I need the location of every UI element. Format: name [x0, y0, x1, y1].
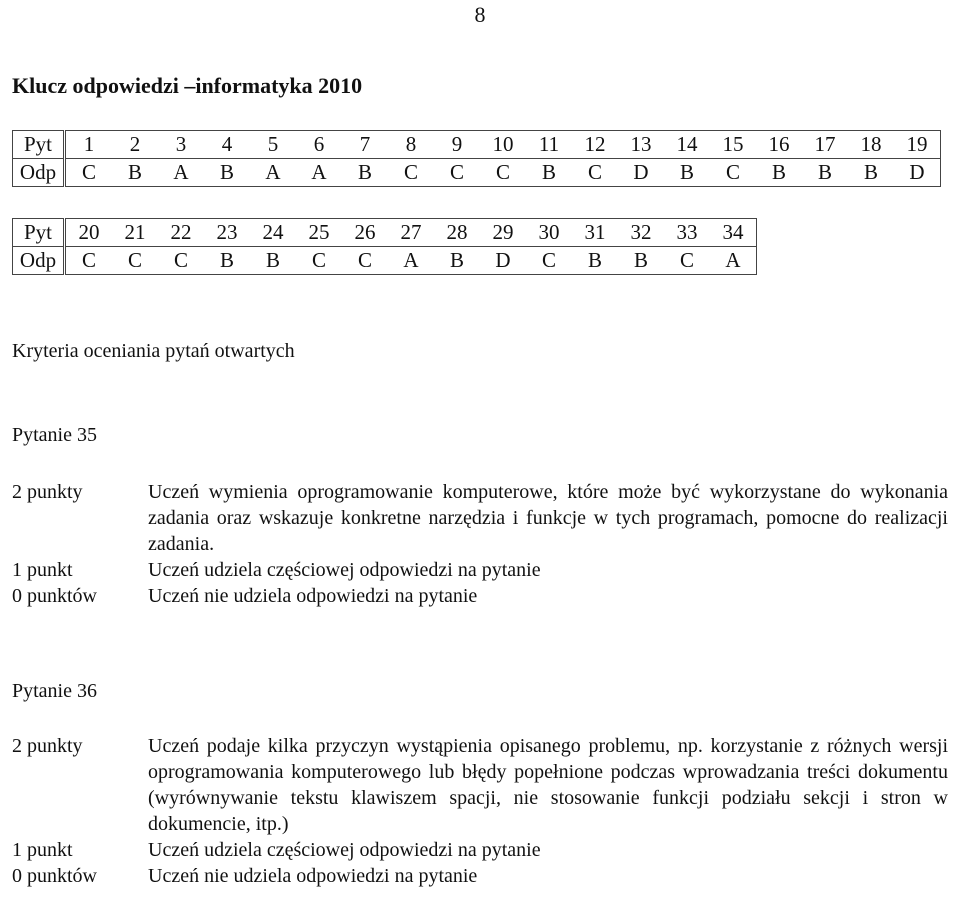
question-number-cell: 18 [848, 131, 894, 159]
answer-cell: B [204, 247, 250, 275]
answer-cell: C [342, 247, 388, 275]
answer-cell: C [65, 247, 113, 275]
answer-cell: B [618, 247, 664, 275]
question-numbers-row [13, 131, 941, 159]
answer-cell: B [526, 159, 572, 187]
question-number-cell: 19 [894, 131, 941, 159]
question-number-cell: 23 [204, 219, 250, 247]
criterion-text: Uczeń nie udziela odpowiedzi na pytanie [148, 865, 478, 887]
question-number-cell: 10 [480, 131, 526, 159]
answer-key-table-1 [12, 130, 941, 187]
question-number-cell: 1 [65, 131, 113, 159]
question-number-cell: 33 [664, 219, 710, 247]
question-number-cell: 4 [204, 131, 250, 159]
question-number-cell: 14 [664, 131, 710, 159]
question-36-criteria [12, 733, 948, 889]
answer-cell: B [802, 159, 848, 187]
row-label-cell: Odp [13, 159, 65, 187]
criterion-row [12, 837, 948, 863]
answer-cell: C [572, 159, 618, 187]
answer-cell: D [480, 247, 526, 275]
question-number-cell: 25 [296, 219, 342, 247]
question-number-cell: 7 [342, 131, 388, 159]
criterion-row [12, 479, 948, 557]
question-number-cell: 34 [710, 219, 757, 247]
question-number-cell: 22 [158, 219, 204, 247]
answers-row [13, 159, 941, 187]
answer-cell: C [158, 247, 204, 275]
answer-cell: B [342, 159, 388, 187]
criterion-row [12, 863, 948, 889]
question-number-cell: 32 [618, 219, 664, 247]
question-number-cell: 9 [434, 131, 480, 159]
criterion-points: 1 punkt [12, 559, 73, 581]
page-number: 8 [474, 2, 486, 27]
question-number-cell: 20 [65, 219, 113, 247]
question-number-cell: 6 [296, 131, 342, 159]
question-number-cell: 12 [572, 131, 618, 159]
answer-cell: C [388, 159, 434, 187]
question-number-cell: 29 [480, 219, 526, 247]
question-number-cell: 3 [158, 131, 204, 159]
criterion-points: 2 punkty [12, 481, 83, 503]
answer-cell: B [572, 247, 618, 275]
criterion-points: 2 punkty [12, 735, 83, 757]
answer-cell: B [664, 159, 710, 187]
question-number-cell: 8 [388, 131, 434, 159]
criterion-text: Uczeń udziela częściowej odpowiedzi na pytanie [148, 839, 541, 861]
criterion-points: 1 punkt [12, 839, 73, 861]
document-title: Klucz odpowiedzi –informatyka 2010 [12, 73, 363, 98]
answer-cell: A [250, 159, 296, 187]
row-label-cell: Pyt [13, 219, 65, 247]
criterion-row [12, 733, 948, 837]
answer-cell: C [434, 159, 480, 187]
criterion-text: Uczeń nie udziela odpowiedzi na pytanie [148, 585, 478, 607]
answer-cell: B [250, 247, 296, 275]
answer-cell: C [112, 247, 158, 275]
criterion-text: Uczeń udziela częściowej odpowiedzi na pytanie [148, 559, 541, 581]
question-number-cell: 21 [112, 219, 158, 247]
answer-cell: C [65, 159, 113, 187]
answer-cell: C [664, 247, 710, 275]
question-number-cell: 16 [756, 131, 802, 159]
question-number-cell: 26 [342, 219, 388, 247]
criteria-heading: Kryteria oceniania pytań otwartych [12, 340, 295, 362]
criterion-text: Uczeń podaje kilka przyczyn wystąpienia opisanego problemu, np. korzystanie z różnych wersji oprogramowania komputerowego lub błędy popełnione podczas wprowadzania treści dokumentu (wyrównywanie tekstu klawiszem spacji, nie stosowanie funkcji podziału sekcji i stron w dokumencie, itp.) [148, 735, 948, 835]
question-number-cell: 30 [526, 219, 572, 247]
question-36-title: Pytanie 36 [12, 680, 97, 702]
answer-cell: B [434, 247, 480, 275]
question-number-cell: 31 [572, 219, 618, 247]
question-number-cell: 15 [710, 131, 756, 159]
criterion-text: Uczeń wymienia oprogramowanie komputerowe, które może być wykorzystane do wykonania zadania oraz wskazuje konkretne narzędzia i funkcje w tych programach, pomocne do realizacji zadania. [148, 481, 948, 555]
question-number-cell: 28 [434, 219, 480, 247]
question-numbers-row [13, 219, 757, 247]
answer-cell: D [894, 159, 941, 187]
answer-cell: B [112, 159, 158, 187]
question-number-cell: 24 [250, 219, 296, 247]
question-number-cell: 11 [526, 131, 572, 159]
answer-cell: B [848, 159, 894, 187]
question-number-cell: 17 [802, 131, 848, 159]
answer-cell: A [158, 159, 204, 187]
question-number-cell: 5 [250, 131, 296, 159]
criterion-row [12, 557, 948, 583]
answers-row [13, 247, 757, 275]
answer-cell: C [296, 247, 342, 275]
answer-key-table-2 [12, 218, 757, 275]
criterion-points: 0 punktów [12, 865, 97, 887]
answer-cell: A [388, 247, 434, 275]
criterion-points: 0 punktów [12, 585, 97, 607]
answer-cell: C [480, 159, 526, 187]
answer-cell: C [526, 247, 572, 275]
criterion-row [12, 583, 948, 609]
answer-cell: B [204, 159, 250, 187]
answer-cell: B [756, 159, 802, 187]
row-label-cell: Pyt [13, 131, 65, 159]
answer-cell: A [296, 159, 342, 187]
answer-cell: D [618, 159, 664, 187]
question-number-cell: 2 [112, 131, 158, 159]
answer-cell: A [710, 247, 757, 275]
answer-cell: C [710, 159, 756, 187]
question-35-title: Pytanie 35 [12, 424, 97, 446]
row-label-cell: Odp [13, 247, 65, 275]
question-number-cell: 27 [388, 219, 434, 247]
question-35-criteria [12, 479, 948, 609]
question-number-cell: 13 [618, 131, 664, 159]
